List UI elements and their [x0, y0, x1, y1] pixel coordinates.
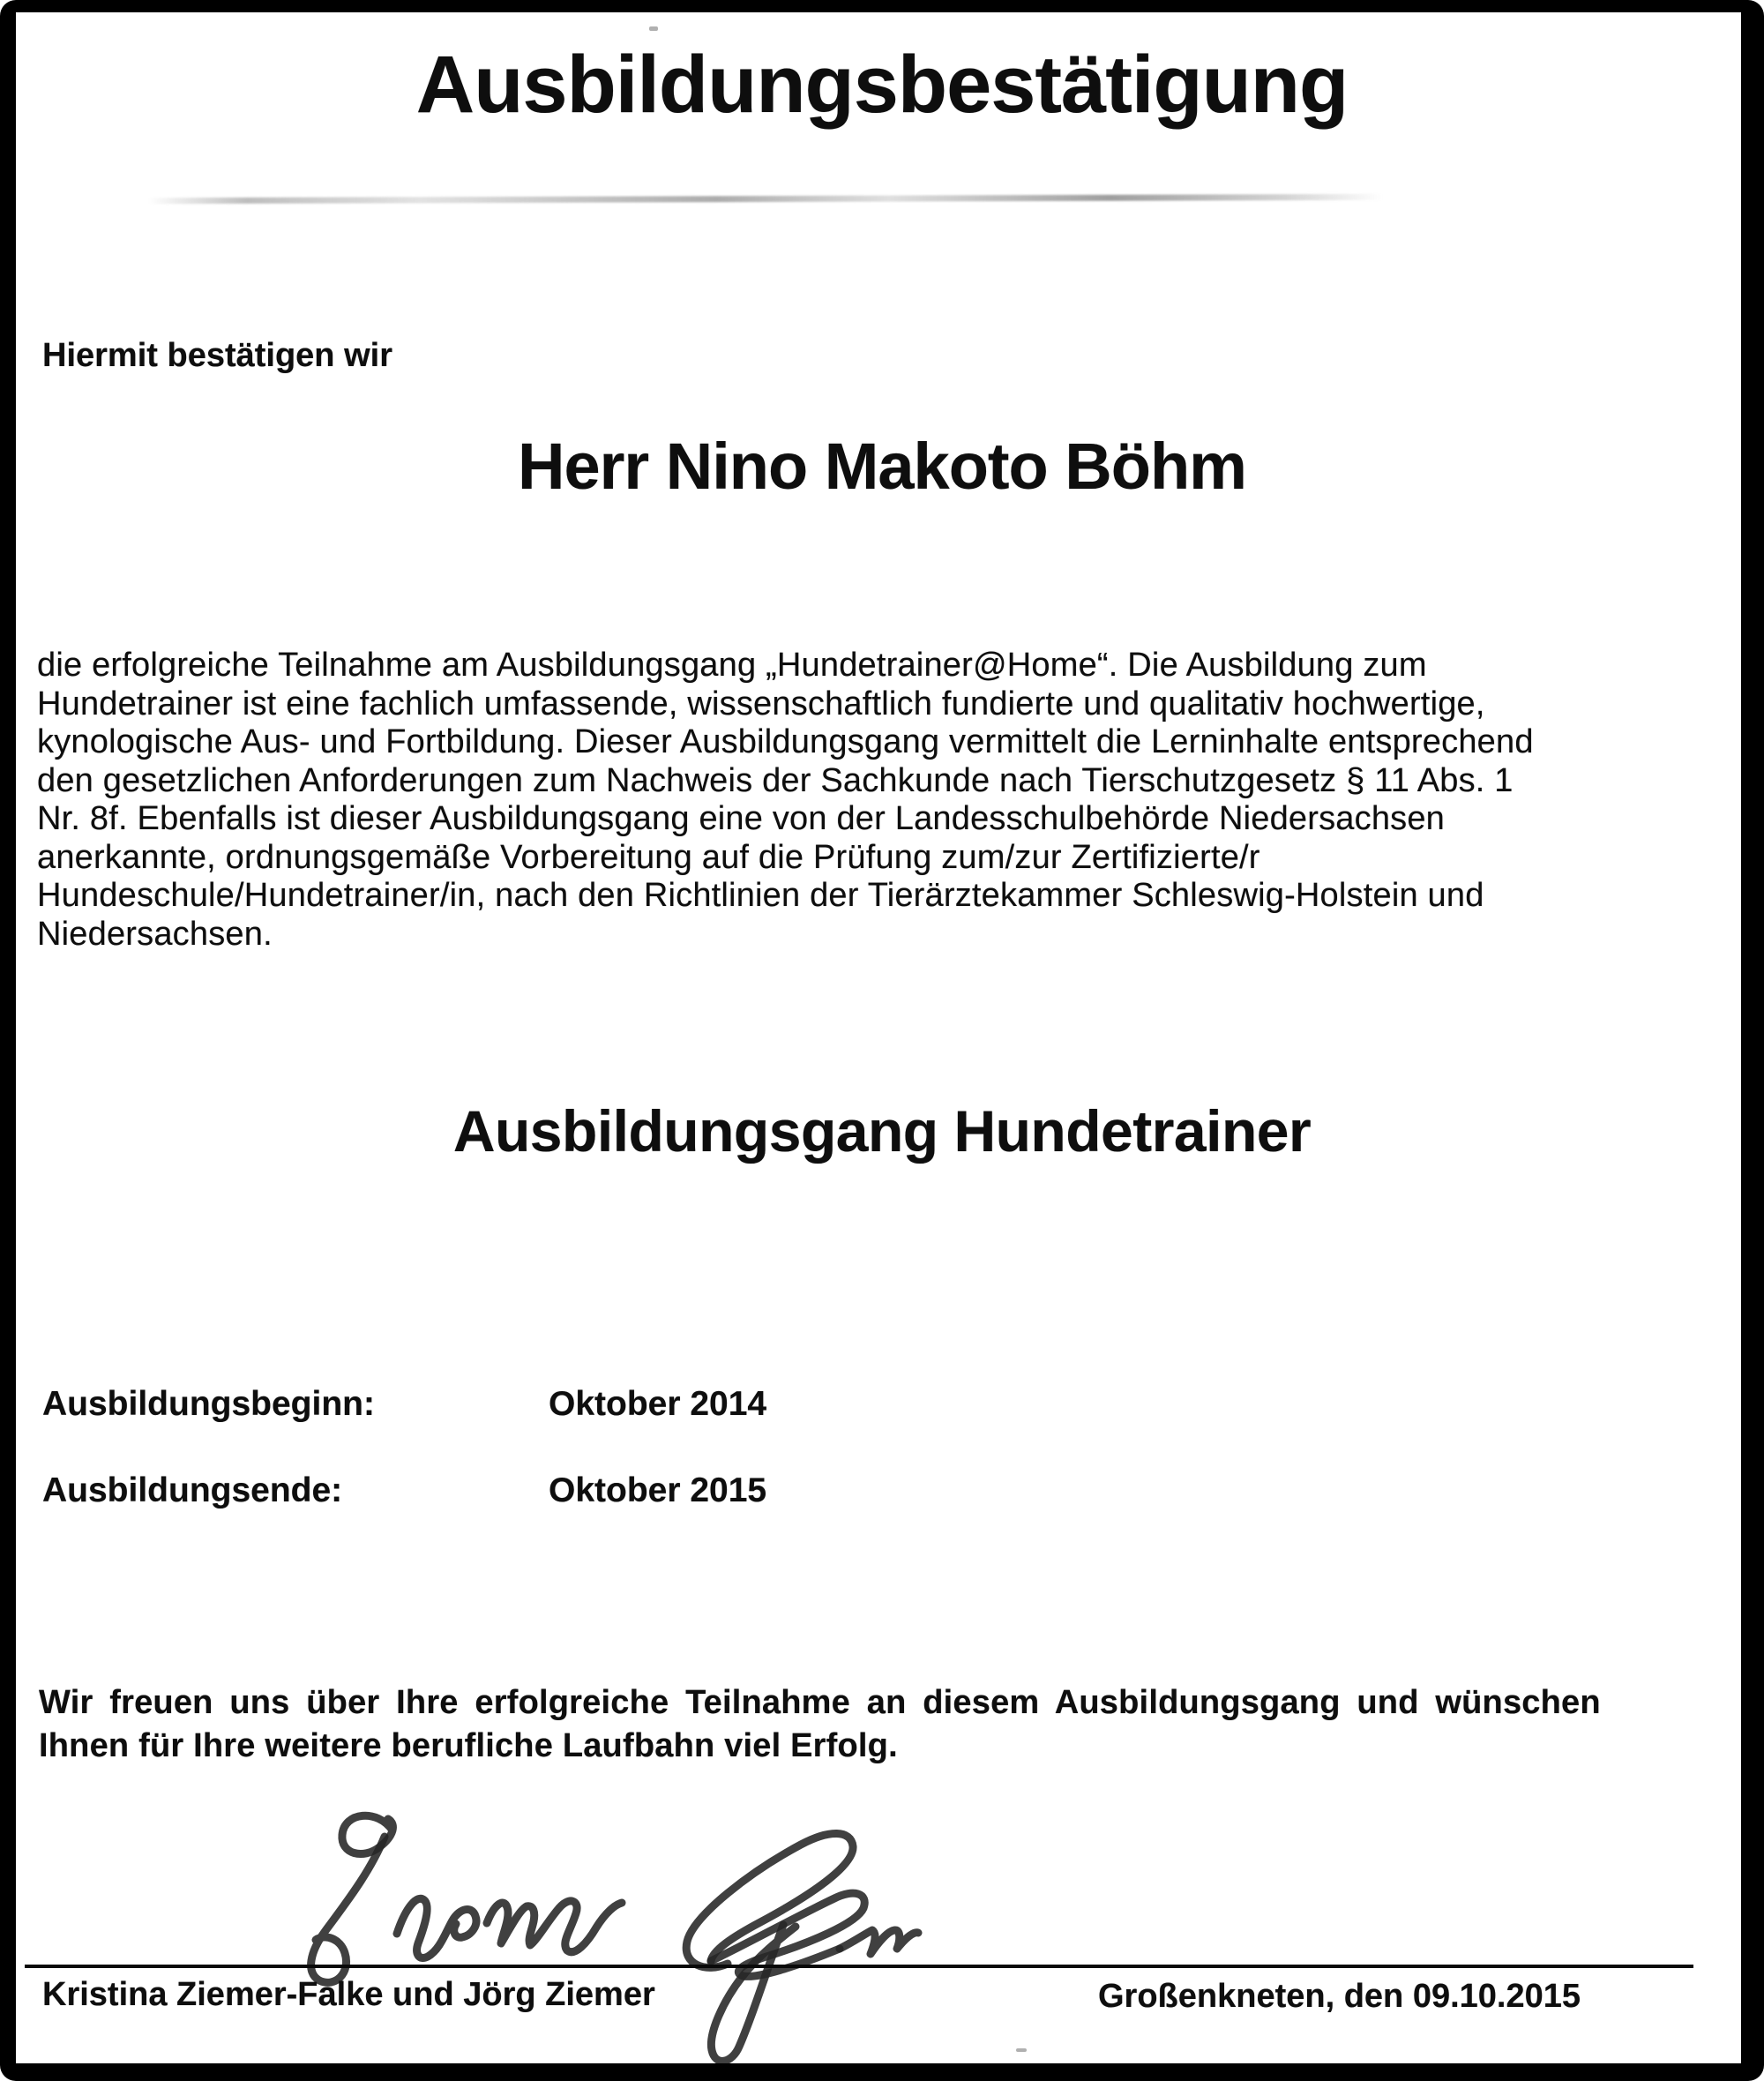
detail-row-training-start [42, 1385, 767, 1424]
body-line: Hundeschule/Hundetrainer/in, nach den Richtlinien der Tierärztekammer Schleswig-Holstein und [37, 877, 1484, 914]
body-line: die erfolgreiche Teilnahme am Ausbildungsgang „Hundetrainer@Home“. Die Ausbildung zum [37, 647, 1427, 684]
signatories-names: Kristina Ziemer-Falke und Jörg Ziemer [42, 1976, 655, 2013]
body-line: Nr. 8f. Ebenfalls ist dieser Ausbildungsgang eine von der Landesschulbehörde Niedersachsen [37, 800, 1446, 837]
body-line: anerkannte, ordnungsgemäße Vorbereitung auf die Prüfung zum/zur Zertifizierte/r [37, 838, 1260, 876]
signature-rule [25, 1965, 1693, 1968]
body-line: Hundetrainer ist eine fachlich umfassende, wissenschaftlich fundierte und qualitativ hochwertige, [37, 685, 1485, 722]
signature-stroke [311, 1837, 385, 1982]
scan-speck [649, 26, 658, 31]
training-end-value: Oktober 2015 [549, 1471, 767, 1509]
scan-artifact-line [148, 194, 1383, 204]
place-and-date: Großenkneten, den 09.10.2015 [1098, 1978, 1581, 2015]
recipient-name: Herr Nino Makoto Böhm [518, 430, 1246, 503]
training-start-value: Oktober 2014 [549, 1385, 767, 1423]
handwritten-signatures [212, 1791, 1050, 2081]
training-end-label: Ausbildungsende: [42, 1471, 343, 1509]
closing-line: Wir freuen uns über Ihre erfolgreiche Teilnahme an diesem Ausbildungsgang und wünschen [39, 1684, 1601, 1721]
salutation-text: Hiermit bestätigen wir [42, 337, 392, 374]
body-line: Niedersachsen. [37, 915, 273, 953]
signature-stroke [840, 1930, 918, 1954]
body-line: den gesetzlichen Anforderungen zum Nachweis der Sachkunde nach Tierschutzgesetz § 11 Abs. 1 [37, 761, 1514, 799]
training-start-label: Ausbildungsbeginn: [42, 1385, 375, 1423]
closing-line: Ihnen für Ihre weitere berufliche Laufbahn viel Erfolg. [39, 1727, 898, 1764]
body-paragraph [37, 647, 1739, 954]
signature-stroke [397, 1898, 476, 1957]
course-heading: Ausbildungsgang Hundetrainer [452, 1098, 1312, 1164]
document-title: Ausbildungsbestätigung [415, 40, 1349, 130]
signature-stroke [487, 1901, 622, 1952]
closing-paragraph [39, 1681, 1732, 1768]
detail-row-training-end [42, 1471, 767, 1510]
body-line: kynologische Aus- und Fortbildung. Dieser Ausbildungsgang vermittelt die Lerninhalte entsprechend [37, 723, 1534, 760]
